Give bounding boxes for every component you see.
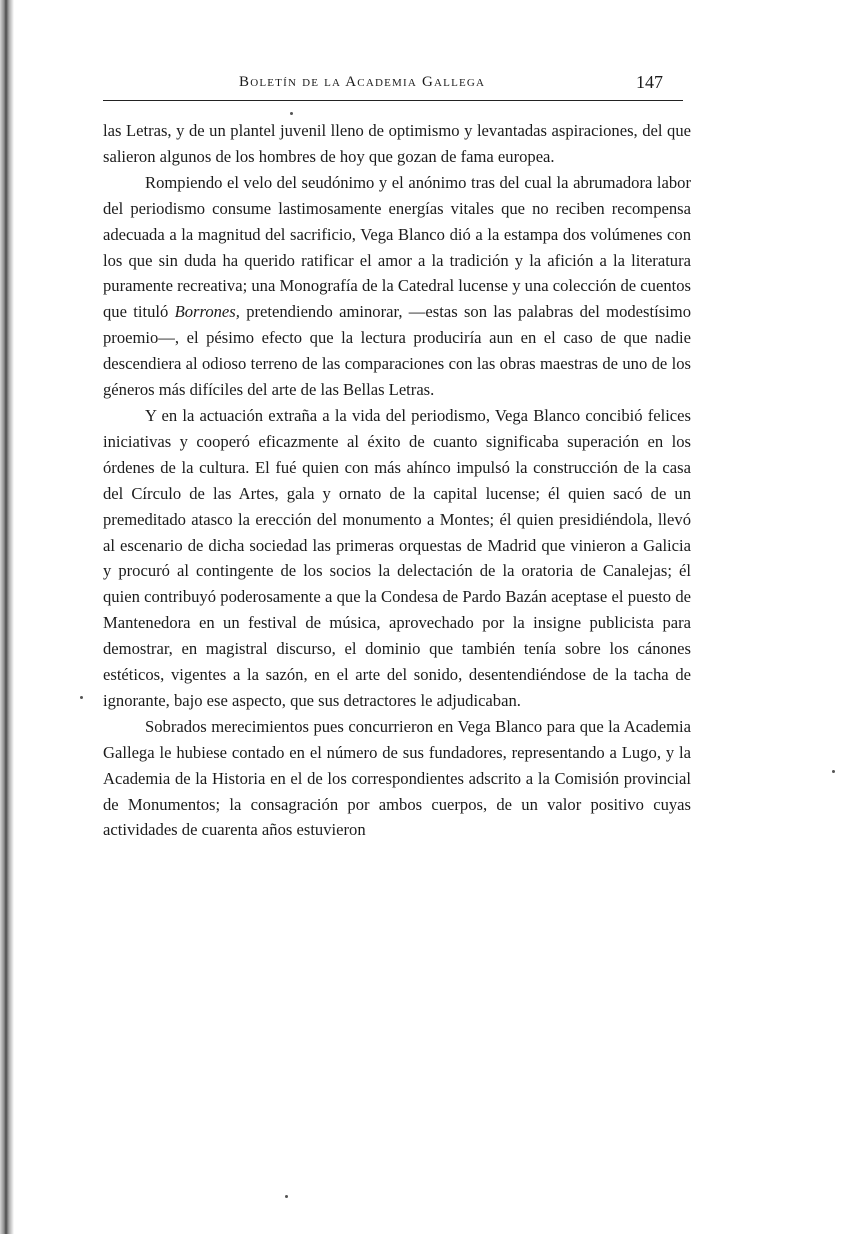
paragraph-initiatives: Y en la actuación extraña a la vida del periodismo, Vega Blanco concibió felices iniciativas y cooperó eficazmente al éxito de cuanto significaba superación en los órdenes de la cultura. El fué quien con más ahínco impulsó la construcción de la casa del Círculo de las Artes, gala y ornato de la capital lucense; él quien sacó de un premeditado atasco la erección del monumento a Montes; él quien presidiéndola, llevó al escenario de dicha sociedad las primeras orquestas de Madrid que vinieron a Galicia y procuró al contingente de los socios la delectación de la oratoria de Canalejas; él quien contribuyó poderosamente a que la Condesa de Pardo Bazán aceptase el puesto de Mantenedora en un festival de música, aprovechado por la insigne publicista para demostrar, en magistral discurso, el dominio que también tenía sobre los cánones estéticos, vigentes a la sazón, en el arte del sonido, desentendiéndose de la tacha de ignorante, bajo ese aspecto, que sus detractores le adjudicaban. (103, 405, 691, 710)
paragraph-text: Rompiendo el velo del seudónimo y el anónimo tras del cual la abrumadora labor del periodismo consume lastimosamente energías vitales que no reciben recompensa adecuada a la magnitud del sacrificio, Vega Blanco dió a la estampa dos volúmenes con los que sin duda ha querido ratificar el amor a la tradición y la afición a la literatura puramente recreativa; una Monografía de la Catedral lucense y una colección de cuentos que tituló (103, 172, 691, 322)
scan-speck (80, 696, 83, 699)
paragraph-pseudonym (103, 170, 691, 403)
paragraph-continuation: las Letras, y de un plantel juvenil lleno de optimismo y levantadas aspiraciones, del que salieron algunos de los hombres de hoy que gozan de fama europea. (103, 121, 691, 166)
scan-speck (285, 1195, 288, 1198)
paragraph-text: pretendiendo aminorar, —estas son las palabras del modestísimo proemio—, el pésimo efecto que la lectura produciría aun en el caso de que nadie descendiera al odioso terreno de las comparaciones con las obras maestras de uno de los géneros más difíciles del arte de las Bellas Letras. (103, 302, 691, 400)
book-title-italic: Borrones, (174, 302, 240, 322)
page-binding-edge (0, 0, 14, 1234)
running-header (103, 70, 683, 101)
body-text (103, 118, 691, 843)
running-title: Boletín de la Academia Gallega (239, 74, 486, 90)
scan-speck (832, 770, 835, 773)
paragraph-merits: Sobrados merecimientos pues concurrieron en Vega Blanco para que la Academia Gallega le hubiese contado en el número de sus fundadores, representando a Lugo, y la Academia de la Historia en el de los correspondientes adscrito a la Comisión provincial de Monumentos; la consagración por ambos cuerpos, de un valor positivo cuyas actividades de cuarenta años estuvieron (103, 716, 691, 840)
scan-speck (290, 112, 293, 115)
page-number: 147 (636, 72, 663, 92)
